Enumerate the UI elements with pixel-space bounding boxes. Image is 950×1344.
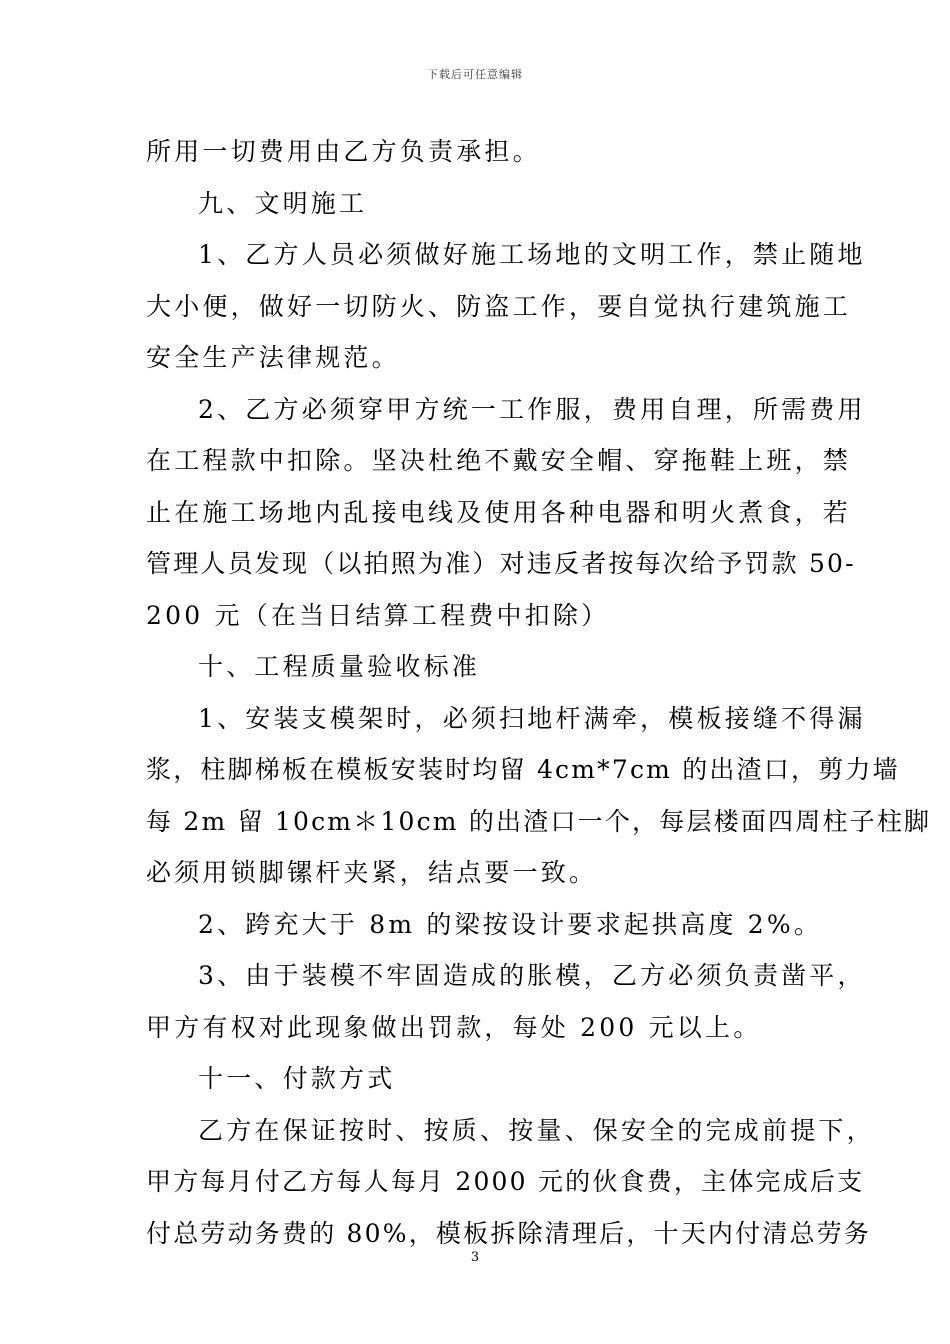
- section-heading-payment-method: 十一、付款方式: [198, 1064, 396, 1093]
- body-line: 必须用锁脚镙杆夹紧，结点要一致。: [146, 858, 598, 887]
- body-line: 甲方每月付乙方每人每月 2000 元的伙食费，主体完成后支: [146, 1167, 865, 1196]
- document-body: [146, 126, 932, 1259]
- body-line: 在工程款中扣除。坚决杜绝不戴安全帽、穿拖鞋上班，禁: [146, 446, 852, 475]
- body-line: 1、安装支模架时，必须扫地杆满牵，模板接缝不得漏: [198, 703, 866, 733]
- body-line: 2、乙方必须穿甲方统一工作服，费用自理，所需费用: [198, 394, 866, 424]
- body-line: 2、跨充大于 8m 的梁按设计要求起拱高度 2%。: [198, 909, 823, 939]
- body-line: 甲方有权对此现象做出罚款，每处 200 元以上。: [146, 1012, 762, 1042]
- body-line: 所用一切费用由乙方负责承担。: [146, 137, 541, 166]
- body-line: 大小便，做好一切防火、防盗工作，要自觉执行建筑施工: [146, 291, 852, 321]
- body-line: 1、乙方人员必须做好施工场地的文明工作，禁止随地: [198, 240, 866, 269]
- body-line: 浆，柱脚梯板在模板安装时均留 4cm*7cm 的出渣口，剪力墙: [146, 755, 900, 784]
- section-heading-quality-standard: 十、工程质量验收标准: [198, 652, 481, 681]
- body-line: 3、由于装模不牢固造成的胀模，乙方必须负责凿平，: [198, 961, 866, 990]
- body-line: 付总劳动务费的 80%，模板拆除清理后，十天内付清总劳务: [146, 1218, 872, 1248]
- body-line: 管理人员发现（以拍照为准）对违反者按每次给予罚款 50-: [146, 549, 856, 578]
- body-line: 乙方在保证按时、按质、按量、保安全的完成前提下，: [198, 1115, 875, 1145]
- body-line: 每 2m 留 10cm＊10cm 的出渣口一个，每层楼面四周柱子柱脚: [146, 806, 932, 836]
- page-number: 3: [470, 1250, 480, 1265]
- body-line: 止在施工场地内乱接电线及使用各种电器和明火煮食，若: [146, 497, 852, 527]
- body-line: 200 元（在当日结算工程费中扣除）: [146, 600, 610, 630]
- header-note: 下载后可任意编辑: [427, 68, 523, 81]
- body-line: 安全生产法律规范。: [146, 343, 400, 372]
- section-heading-civilized-construction: 九、文明施工: [198, 188, 368, 218]
